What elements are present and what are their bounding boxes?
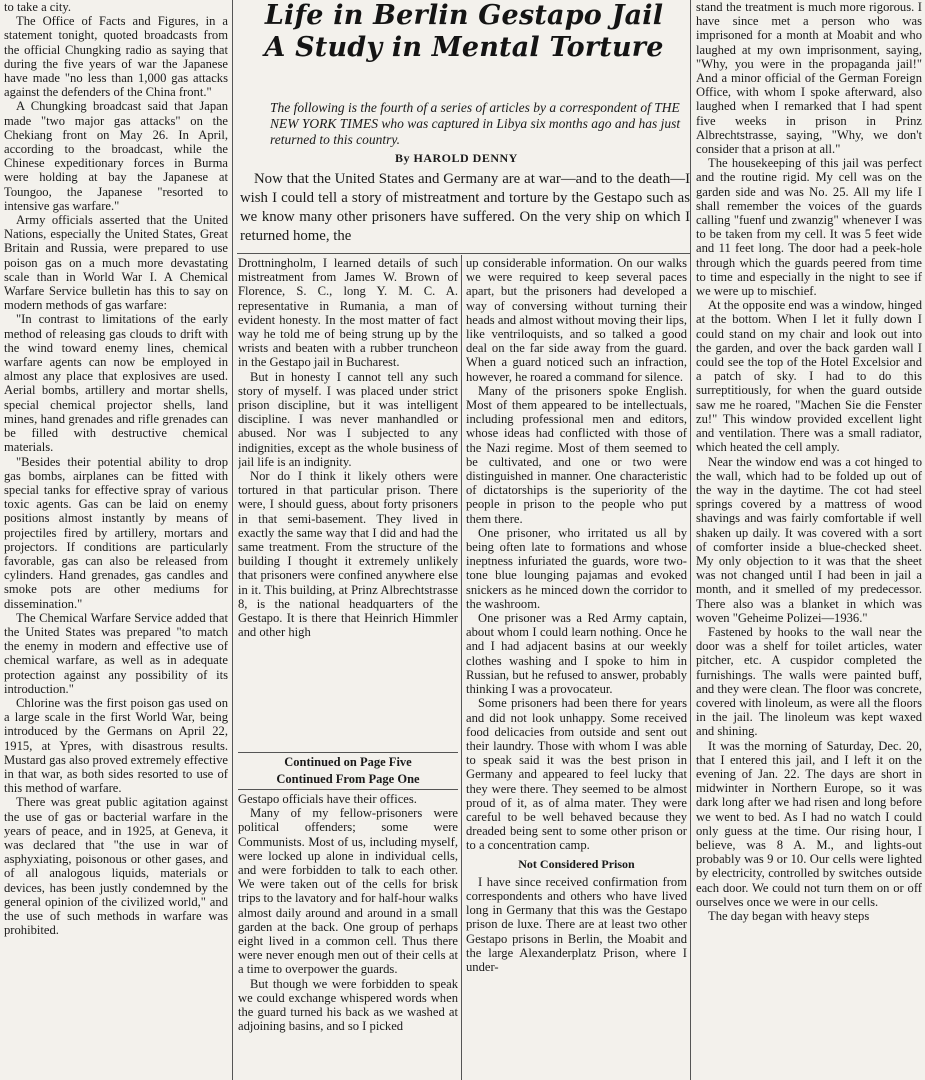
paragraph: There was great public agitation against the use of gas or bacterial warfare in the years of peace, and in 1925, at Geneva, it was declared that "the use in war of asphyxiating, poisonous or other gases, and of all analogous liquids, materials or devices, has been justly condemned by the general opinion of the civilized world," and the use of such methods in warfare was prohibited.: [4, 795, 228, 938]
column-rule-1: [232, 0, 233, 1080]
paragraph: Some prisoners had been there for years and did not look unhappy. Some received food delicacies from outside and sent out their laundry. Those with whom I was able to speak said it was the best prison in Germany and appeared to feel lucky that they were there. They seemed to be almost proud of it, as of alma mater. They were careful to be well behaved because they dreaded being sent to some other prison or to a concentration camp.: [466, 696, 687, 853]
paragraph: A Chungking broadcast said that Japan made "two major gas attacks" on the Chekiang front on May 26. In April, according to the broadcast, while the Chinese expeditionary forces in Burma were holding at bay the Japanese at Toungoo, the Japanese "resorted to intensive gas warfare.": [4, 99, 228, 213]
paragraph: Many of my fellow-prisoners were political offenders; some were Communists. Most of us, including myself, were locked up alone in individual cells, and were forbidden to talk to each other. We were taken out of the cells for brisk trips to the lavatory and for half-hour walks almost daily around and around in a small garden at the back. One group of perhaps eight lived in a common cell. Thus there were never enough men out of their cells at a time to overpower the guards.: [238, 806, 458, 977]
lead-paragraph: [240, 170, 690, 254]
paragraph: The day began with heavy steps: [708, 909, 870, 923]
paragraph: One prisoner was a Red Army captain, about whom I could learn nothing. Once he and I had adjacent basins at our weekly clothes washing and I spoke to him in Russian, but he refused to answer, probably thinking I was a provocateur.: [466, 611, 687, 697]
byline: By HAROLD DENNY: [395, 151, 518, 165]
column-3: [466, 256, 687, 1080]
continued-on-label: Continued on Page Five: [284, 755, 412, 769]
paragraph: stand the treatment is much more rigorous. I have since met a person who was imprisoned for a month at Moabit and who laughed at my own imprisonment, saying, "Why, you were in the propaganda jail!" And a minor official of the German Foreign Office, with whom I spoke afterward, also laughed when I remarked that I had spent five weeks in prison in Prinz Albrechtstrasse, saying, "Why, we don't consider that a prison at all.": [696, 0, 922, 157]
paragraph: Near the window end was a cot hinged to the wall, which had to be folded up out of the way in the daytime. The cot had steel springs covered by a mattress of wood shavings and was fairly comfortable if well shaken up daily. It was covered with a sort of comforter inside a blue-checked sheet. My only objection to it was that the sheet was not changed until I had been in jail a month, and it smelled of my predecessor. There also was a blanket in which was woven "Geheime Polizei—1936.": [696, 454, 922, 625]
headline-line-2: A Study in Mental Torture: [264, 32, 664, 63]
paragraph: I have since received confirmation from correspondents and others who have lived long in Germany that this was the Gestapo prison de luxe. There are at least two other Gestapo prisons in Berlin, the Moabit and the large Alexanderplatz Prison, where I under-: [466, 874, 687, 974]
paragraph: Chlorine was the first poison gas used on a large scale in the first World War, being introduced by the Germans on April 22, 1915, at Ypres, with disastrous results. Mustard gas also proved extremely effective in that war, as both sides resorted to use of this method of warfare.: [4, 695, 228, 796]
paragraph: to take a city.: [4, 0, 72, 14]
paragraph: The housekeeping of this jail was perfect and the routine rigid. My cell was on the garden side and was No. 25. All my life I shall remember the voices of the guards calling "fuenf und zwanzig" whenever I was to be taken from my cell. It was 5 feet wide and 11 feet long. The door had a peek-hole through which the guards peered from time to time and especially in the night to see if we were up to mischief.: [696, 156, 922, 299]
paragraph: The Chemical Warfare Service added that the United States was prepared "to match the enemy in modern and effective use of chemical warfare, as well as in adequate protection against any possibility of its introduction.": [4, 610, 228, 696]
paragraph: Many of the prisoners spoke English. Most of them appeared to be intellectuals, including professional men and editors, whose ideas had conflicted with those of the Nazi regime. Most of them seemed to be cultivated, and one or two were distinguished in manner. One characteristic of dictatorships is the superiority of the people in prison to the people who put them there.: [466, 383, 687, 526]
paragraph: Gestapo officials have their offices.: [238, 792, 417, 806]
paragraph: One prisoner, who irritated us all by being often late to formations and whose ineptness infuriated the guards, wore two-tone blue lounging pajamas and evoked snickers as he minced down the corridor to the washroom.: [466, 525, 687, 611]
paragraph: The Office of Facts and Figures, in a statement tonight, quoted broadcasts from the official Chungking radio as saying that during the five years of war the Japanese have made "no less than 1,000 gas attacks against the defenders of the China front.": [4, 14, 228, 100]
paragraph: "In contrast to limitations of the early method of releasing gas clouds to drift with the wind toward enemy lines, chemical warfare agents can now be employed in almost any place that explosives are used. Aerial bombs, artillery and mortar shells, special chemical projector shells, land mines, hand grenades and rifle grenades can be filled with destructive chemical materials.: [4, 312, 228, 455]
paragraph: It was the morning of Saturday, Dec. 20, that I entered this jail, and I left it on the evening of Jan. 22. The days are short in midwinter in Northern Europe, so it was dark long after we had risen and long before we went to bed. As I had no watch I could only guess at the time. Our rising hour, I believe, was 8 A. M., and lights-out probably was 9 or 10. Our cells were lighted by electricity, controlled by switches outside each door. We could not turn them on or off ourselves once we were in our cells.: [696, 738, 922, 909]
paragraph: Fastened by hooks to the wall near the door was a shelf for toilet articles, water pitcher, etc. A cuspidor completed the furnishings. The walls were painted buff, and they were clean. The floor was concrete, covered with linoleum, as were all the floors in the jail. The linoleum was kept waxed and shining.: [696, 624, 922, 739]
jump-box: [238, 752, 458, 790]
headline-line-1: Life in Berlin Gestapo Jail: [264, 0, 664, 31]
paragraph: up considerable information. On our walks we were required to keep several paces apart, but the prisoners had developed a way of conversing without turning their heads and almost without moving their lips, like ventriloquists, and so talked a good deal on the far side away from the guard. When a guard noticed such an infraction, however, he roared a command for silence.: [466, 256, 687, 384]
paragraph: At the opposite end was a window, hinged at the bottom. When I let it fully down I could stand on my chair and look out into the garden, and over the back garden wall I could see the top of the Hotel Excelsior and a patch of sky. I had to do this surreptitiously, for when the guard outside saw me he roared, "Machen Sie die Fenster zu!" This window provided excellent light and ventilation. There was a small radiator, which heated the cell amply.: [696, 298, 922, 455]
column-1: [4, 0, 228, 1080]
continued-from-label: Continued From Page One: [276, 772, 420, 786]
column-4: [696, 0, 922, 1080]
paragraph: Nor do I think it likely others were tortured in that particular prison. There were, I should guess, about forty prisoners in that semi-basement. They lived in exactly the same way that I did and had the same treatment. From the structure of the building I thought it extremely unlikely that prisoners were confined anywhere else in it. This building, at Prinz Albrechtstrasse 8, is the national headquarters of the Gestapo. It is there that Heinrich Himmler and other high: [238, 469, 458, 640]
headline: [238, 0, 690, 64]
column-2-top: [238, 256, 458, 752]
paragraph: Army officials asserted that the United Nations, especially the United States, Great Britain and Russia, were prepared to use poison gas on a much more devastating scale than in World War I. A Chemical Warfare Service bulletin has this to say on modern methods of gas warfare:: [4, 213, 228, 313]
paragraph: But in honesty I cannot tell any such story of myself. I was placed under strict prison discipline, but it was intelligent discipline. I was never manhandled or abused. Nor was I subjected to any indignities, except as the whole business of jail life is an indignity.: [238, 369, 458, 469]
jump-rule-bottom: [238, 789, 458, 790]
lead-text: Now that the United States and Germany are at war—and to the death—I wish I could tell a story of mistreatment and torture by the Gestapo such as we know many other prisoners have suffered. On the very ship on which I returned home, the: [240, 171, 690, 244]
jump-rule-top: [238, 752, 458, 753]
column-2-bottom: [238, 792, 458, 1080]
column-rule-2: [690, 0, 691, 1080]
paragraph: But though we were forbidden to speak we could exchange whispered words when the guard turned his back as we washed at adjoining basins, and so I picked: [238, 976, 458, 1034]
column-rule-3: [461, 255, 462, 1080]
paragraph: "Besides their potential ability to drop gas bombs, airplanes can be fitted with special tanks for effective spray of various toxic agents. Gas can be laid on enemy positions almost instantly by means of projectiles fired by artillery, mortars and projectors. If conditions are particularly favorable, gas can also be released from cylinders. Hand grenades, gas candles and smoke pots are other mediums for dissemination.": [4, 454, 228, 611]
subhead-not-considered-prison: Not Considered Prison: [518, 856, 635, 871]
article-dek: The following is the fourth of a series of articles by a correspondent of THE NEW YORK TIMES who was captured in Libya six months ago and has just returned to this country.: [270, 100, 681, 147]
paragraph: Drottningholm, I learned details of such mistreatment from James W. Brown of Florence, S. C., long Y. M. C. A. representative in Rumania, a man of evident honesty. In the most matter of fact way he told me of being strung up by the wrists and beaten with a rubber truncheon in the Gestapo jail in Bucharest.: [238, 256, 458, 370]
